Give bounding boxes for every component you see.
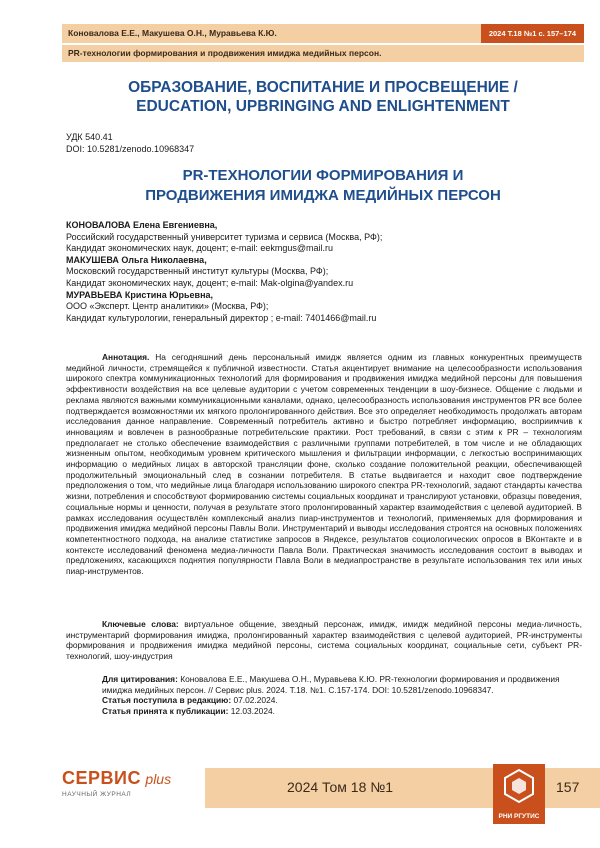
- received-date: 07.02.2024.: [233, 695, 278, 706]
- author-affiliation: Российский государственный университет туризма и сервиса (Москва, РФ);: [66, 231, 383, 242]
- journal-logo-subtitle: НАУЧНЫЙ ЖУРНАЛ: [62, 791, 132, 798]
- authors-block: [66, 220, 576, 324]
- header-article-title: PR-технологии формирования и продвижения имиджа медийных персон.: [68, 48, 382, 58]
- journal-logo-plus: plus: [145, 771, 172, 787]
- author-degree-email: Кандидат экономических наук, доцент; e-mail: Mak-olgina@yandex.ru: [66, 277, 354, 288]
- author-degree-email: Кандидат культурологии, генеральный директор ; e-mail: 7401466@mail.ru: [66, 312, 377, 323]
- footer-volume: 2024 Том 18 №1: [287, 779, 394, 795]
- article-title-line2: ПРОДВИЖЕНИЯ ИМИДЖА МЕДИЙНЫХ ПЕРСОН: [145, 187, 501, 204]
- publisher-name: РНИ РГУТИС: [498, 813, 540, 820]
- article-title-line1: PR-ТЕХНОЛОГИИ ФОРМИРОВАНИЯ И: [182, 167, 464, 184]
- keywords: [66, 619, 582, 662]
- publisher-emblem-icon: [493, 764, 545, 810]
- author-degree-email: Кандидат экономических наук, доцент; e-mail: eekmgus@mail.ru: [66, 243, 334, 254]
- doi-link[interactable]: DOI: 10.5281/zenodo.10968347: [66, 144, 195, 154]
- abstract-label: Аннотация.: [102, 352, 150, 362]
- received-label: Статья поступила в редакцию:: [102, 695, 232, 706]
- author-name: МАКУШЕВА Ольга Николаевна,: [66, 254, 207, 265]
- accepted-label: Статья принята к публикации:: [102, 706, 229, 717]
- udk-block: [66, 131, 194, 155]
- publisher-mark: [493, 764, 545, 824]
- section-heading: [62, 78, 584, 116]
- abstract-text: На сегодняшний день персональный имидж является одним из главных конкурентных преимуществ медийной личности, стремящейся к публичной известности. Статья акцентирует внимание на целесообразности использования широкого спектра коммуникационных технологий для формирования и продвижения имиджа медийной персоны для повышения эффективности воздействия на все целевые аудитории с учетом современных тенденции в шоу-бизнесе. Общение с людьми и реклама являются важными коммуникационными каналами, однако, целесообразность использования инструментов PR все более подтверждается возможностями их мягкого пролонгированного действия. Все это определяет необходимость продолжать авторам исследования данное направление. Современный потребитель активно и быстро потребляет информацию, восприимчив к инновациям и вовлечен в разнообразные потребительские практики. Рост требований, в связи с этим к PR – технологиям предполагает не столько обеспечение взаимодействия с различными группами потребителей, в том числе и не обладающих жизненным опытом, необходимым уровнем критического мышления и фильтрации информации, с легкостью воспринимающих информацию о медийных лицах в авторской трансляции фоне, сколько создание положительной реакции, обеспечивающей продолжительный эмоциональный след в сознании потребителя. В статье выдвигается и находит свое подтверждение предположения о том, что медийные лица благодаря использованию широкого спектра PR-технологий, задают стандарты качества жизни, потребления и способствуют формированию системы социальных координат и транслируют установки, образцы поведения, социальные нормы и ценности, получая в результате этого пролонгированный характер взаимодействия с целевой аудиторией. В рамках исследования осуществлён комплексный анализ пиар-инструментов и технологий, применяемых для формирования и продвижения имиджа медийной персоны Павлы Воли. Инструментарий и выводы исследования строятся на основных положениях компетентностного подхода, на анализе статистике запросов в Яндексе, результатов социологических опросов в ВКонтакте и в контексте исследований феномена медиа-личности Павла Воли. Практическая значимость исследования состоит в выводах и предложениях, касающихся поднятия популярности Павла Воли в медиапространстве в результате использования тех или иных пиар-инструментов.: [66, 352, 582, 577]
- header-authors: Коновалова Е.Е., Макушева О.Н., Муравьева К.Ю.: [68, 28, 277, 38]
- udk-code: УДК 540.41: [66, 132, 113, 142]
- page-number: 157: [556, 779, 580, 795]
- abstract: [66, 352, 582, 577]
- citation-block: [66, 674, 582, 717]
- author-name: МУРАВЬЕВА Кристина Юрьевна,: [66, 289, 214, 300]
- running-subheader: [62, 45, 584, 62]
- header-issue-badge: 2024 Т.18 №1 с. 157–174: [481, 24, 584, 43]
- journal-logo: [62, 768, 192, 798]
- accepted-date: 12.03.2024.: [230, 706, 275, 717]
- section-heading-ru: ОБРАЗОВАНИЕ, ВОСПИТАНИЕ И ПРОСВЕЩЕНИЕ /: [128, 79, 518, 96]
- keywords-text: виртуальное общение, звездный персонаж, имидж, имидж медийной персоны медиа-личность, инструментарий формирования имиджа, пролонгированный характер взаимодействия с целевой аудиторией, PR-инструменты формирования и продвижения имиджа медийной персоны, система социальных координат, социальные сети, субъект PR-технологий, шоу-индустрия: [66, 619, 582, 662]
- citation-text: Коновалова Е.Е., Макушева О.Н., Муравьева К.Ю. PR-технологии формирования и продвижения имиджа медийных персон. // Сервис plus. 2024. Т.18. №1. С.157-174. DOI: 10.5281/zenodo.10968347.: [102, 674, 560, 695]
- citation-label: Для цитирования:: [102, 674, 178, 684]
- author-affiliation: ООО «Эксперт. Центр аналитики» (Москва, РФ);: [66, 301, 269, 312]
- article-title: [62, 166, 584, 206]
- author-affiliation: Московский государственный институт культуры (Москва, РФ);: [66, 266, 329, 277]
- page-footer: [0, 758, 600, 848]
- author-name: КОНОВАЛОВА Елена Евгениевна,: [66, 220, 218, 230]
- running-header: [62, 24, 584, 43]
- section-heading-en: EDUCATION, UPBRINGING AND ENLIGHTENMENT: [136, 98, 510, 115]
- keywords-label: Ключевые слова:: [102, 619, 179, 629]
- journal-logo-main: СЕРВИС: [62, 768, 141, 788]
